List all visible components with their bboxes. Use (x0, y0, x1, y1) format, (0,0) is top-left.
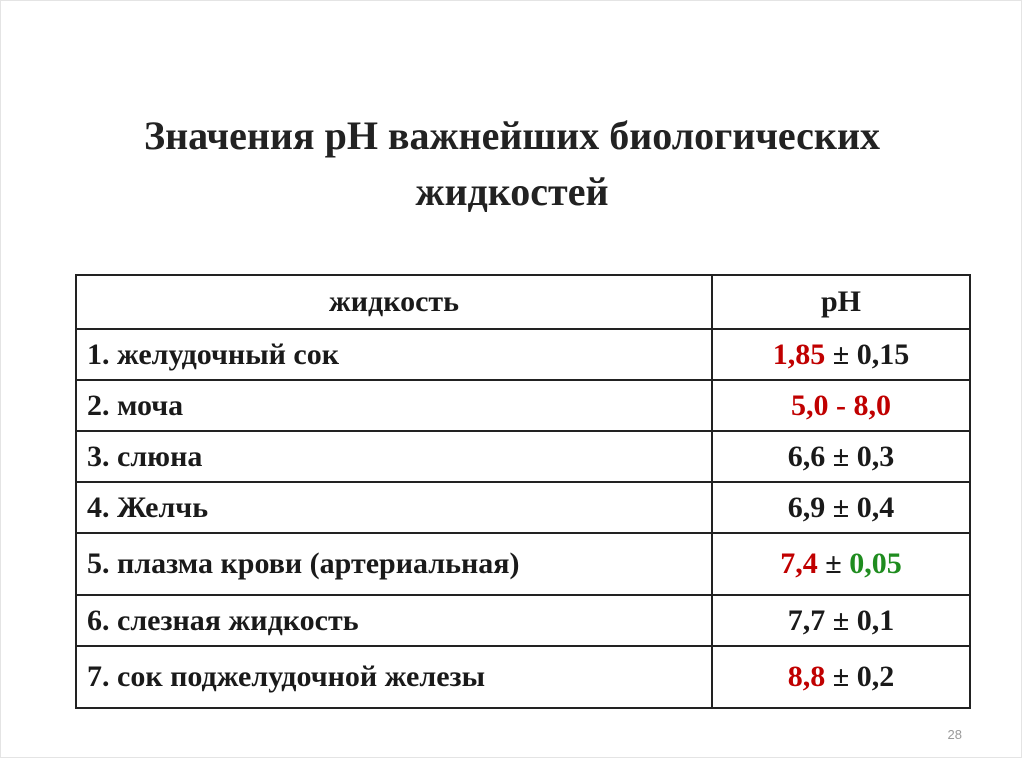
plus-minus-sign: ± (825, 660, 857, 693)
slide-title (0, 108, 1024, 220)
table-row (76, 329, 970, 380)
table-row (76, 533, 970, 595)
fluid-name-cell: 3. слюна (76, 431, 712, 482)
plus-minus-sign: ± (825, 337, 857, 371)
table-header-row (76, 275, 970, 329)
ph-value-cell (712, 533, 970, 595)
ph-value-cell (712, 595, 970, 646)
table-row (76, 646, 970, 708)
table-row (76, 482, 970, 533)
fluid-name-cell: 2. моча (76, 380, 712, 431)
ph-value-cell (712, 646, 970, 708)
ph-deviation: 0,1 (856, 603, 895, 637)
ph-deviation: 0,4 (856, 490, 895, 524)
ph-value-cell (712, 329, 970, 380)
column-header-fluid: жидкость (76, 275, 712, 329)
ph-values-table (75, 274, 971, 709)
fluid-name-cell: 4. Желчь (76, 482, 712, 533)
ph-value-cell (712, 431, 970, 482)
ph-main-value: 5,0 - 8,0 (791, 388, 891, 422)
plus-minus-sign: ± (817, 547, 850, 580)
slide-title-line-1: Значения рН важнейших биологических (143, 113, 881, 158)
ph-main-value: 8,8 (787, 660, 826, 693)
ph-main-value: 6,6 (787, 439, 826, 473)
ph-main-value: 7,7 (787, 603, 826, 637)
fluid-name-cell: 5. плазма крови (артериальная) (76, 533, 712, 595)
fluid-name-cell: 6. слезная жидкость (76, 595, 712, 646)
fluid-name-cell: 7. сок поджелудочной железы (76, 646, 712, 708)
plus-minus-sign: ± (825, 490, 857, 524)
plus-minus-sign: ± (825, 603, 857, 637)
ph-value-cell (712, 482, 970, 533)
ph-main-value: 7,4 (780, 547, 818, 580)
table-row (76, 431, 970, 482)
table-row (76, 380, 970, 431)
fluid-name-cell: 1. желудочный сок (76, 329, 712, 380)
plus-minus-sign: ± (825, 439, 857, 473)
ph-value-cell (712, 380, 970, 431)
page-number: 28 (947, 727, 962, 742)
column-header-ph: рН (712, 275, 970, 329)
ph-deviation: 0,15 (856, 337, 910, 371)
ph-deviation: 0,3 (856, 439, 895, 473)
ph-deviation: 0,05 (849, 547, 902, 580)
slide-title-line-2: жидкостей (415, 169, 609, 214)
ph-main-value: 1,85 (772, 337, 826, 371)
table-row (76, 595, 970, 646)
ph-deviation: 0,2 (856, 660, 895, 693)
ph-main-value: 6,9 (787, 490, 826, 524)
